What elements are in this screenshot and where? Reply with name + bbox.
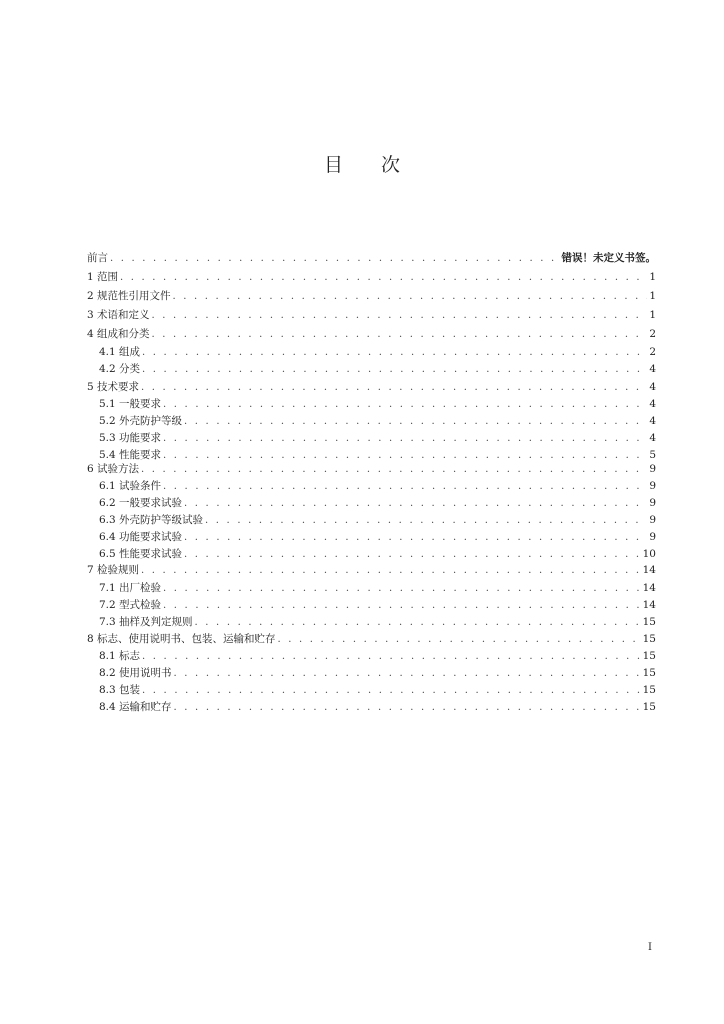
- toc-entry[interactable]: [87, 328, 656, 340]
- toc-entry-label: 2 规范性引用文件: [87, 290, 171, 302]
- toc-entry-label: 6.5 性能要求试验: [99, 548, 183, 560]
- toc-leader-dots: [173, 291, 648, 303]
- toc-leader-dots: [278, 634, 641, 646]
- toc-entry-label: 5.1 一般要求: [99, 398, 162, 410]
- toc-entry-page: 15: [642, 616, 656, 628]
- toc-entry-label: 6.3 外壳防护等级试验: [99, 514, 204, 526]
- toc-entry-page: 1: [649, 271, 656, 283]
- toc-entry-page: 2: [649, 328, 656, 340]
- toc-entry-page: 9: [649, 480, 656, 492]
- toc-leader-dots: [174, 668, 641, 680]
- toc-entry[interactable]: [87, 271, 656, 283]
- toc-leader-dots: [142, 685, 641, 697]
- toc-entry[interactable]: [87, 432, 656, 444]
- toc-entry-label: 5.4 性能要求: [99, 449, 162, 461]
- page-title-char-2: 次: [381, 154, 401, 176]
- toc-leader-dots: [163, 433, 647, 445]
- toc-entry[interactable]: [87, 480, 656, 492]
- page-title-char-1: 目: [323, 154, 343, 176]
- toc-entry[interactable]: [87, 381, 656, 393]
- toc-entry[interactable]: [87, 309, 656, 321]
- toc-entry-page: 4: [649, 381, 656, 393]
- toc-entry-label: 6 试验方法: [87, 463, 140, 475]
- toc-entry[interactable]: [87, 599, 656, 611]
- toc-entry-label: 7.3 抽样及判定规则: [99, 616, 193, 628]
- toc-entry-page: 9: [649, 497, 656, 509]
- toc-leader-dots: [184, 498, 647, 510]
- toc-entry-label: 8.3 包装: [99, 684, 141, 696]
- toc-leader-dots: [205, 515, 647, 527]
- toc-entry-page: 14: [642, 599, 656, 611]
- toc-entry-label: 前言: [87, 252, 108, 264]
- toc-entry[interactable]: [87, 497, 656, 509]
- toc-leader-dots: [184, 549, 641, 561]
- toc-leader-dots: [142, 651, 641, 663]
- toc-leader-dots: [120, 272, 647, 284]
- page-number: I: [648, 942, 652, 953]
- toc-entry[interactable]: [87, 548, 656, 560]
- toc-entry-page: 15: [642, 701, 656, 713]
- toc-leader-dots: [163, 583, 641, 595]
- toc-entry-page: 1: [649, 309, 656, 321]
- toc-entry[interactable]: [87, 650, 656, 662]
- toc-entry[interactable]: [87, 582, 656, 594]
- toc-entry-label: 5 技术要求: [87, 381, 140, 393]
- toc-entry-page: 9: [649, 514, 656, 526]
- toc-entry[interactable]: [87, 463, 656, 475]
- toc-entry-page: 4: [649, 432, 656, 444]
- toc-entry[interactable]: [87, 564, 656, 576]
- toc-entry-page: 错误！未定义书签。: [561, 252, 656, 264]
- toc-entry[interactable]: [87, 290, 656, 302]
- table-of-contents: [87, 252, 656, 713]
- toc-entry[interactable]: [87, 252, 656, 264]
- toc-entry-page: 10: [642, 548, 656, 560]
- toc-entry-label: 1 范围: [87, 271, 119, 283]
- toc-entry-label: 6.4 功能要求试验: [99, 531, 183, 543]
- toc-entry-label: 6.1 试验条件: [99, 480, 162, 492]
- toc-leader-dots: [184, 416, 647, 428]
- toc-entry-page: 5: [649, 449, 656, 461]
- toc-leader-dots: [142, 347, 647, 359]
- toc-entry[interactable]: [87, 398, 656, 410]
- toc-entry[interactable]: [87, 531, 656, 543]
- toc-entry[interactable]: [87, 415, 656, 427]
- toc-entry[interactable]: [87, 616, 656, 628]
- toc-leader-dots: [184, 532, 647, 544]
- toc-leader-dots: [163, 600, 641, 612]
- toc-entry[interactable]: [87, 514, 656, 526]
- toc-entry[interactable]: [87, 633, 656, 645]
- toc-entry-label: 3 术语和定义: [87, 309, 150, 321]
- toc-entry-label: 4 组成和分类: [87, 328, 150, 340]
- toc-entry-page: 14: [642, 582, 656, 594]
- toc-entry[interactable]: [87, 684, 656, 696]
- toc-entry-label: 5.2 外壳防护等级: [99, 415, 183, 427]
- toc-leader-dots: [141, 382, 647, 394]
- toc-entry[interactable]: [87, 667, 656, 679]
- toc-entry-page: 15: [642, 650, 656, 662]
- toc-entry-label: 6.2 一般要求试验: [99, 497, 183, 509]
- toc-leader-dots: [141, 464, 647, 476]
- toc-entry[interactable]: [87, 449, 656, 461]
- toc-entry[interactable]: [87, 701, 656, 713]
- toc-entry-label: 7 检验规则: [87, 564, 140, 576]
- toc-entry-label: 7.2 型式检验: [99, 599, 162, 611]
- toc-entry-page: 1: [649, 290, 656, 302]
- toc-leader-dots: [152, 310, 648, 322]
- toc-leader-dots: [163, 450, 647, 462]
- toc-entry-page: 15: [642, 633, 656, 645]
- toc-leader-dots: [174, 702, 641, 714]
- toc-leader-dots: [163, 399, 647, 411]
- toc-entry-label: 8 标志、使用说明书、包装、运输和贮存: [87, 633, 276, 645]
- toc-entry-page: 9: [649, 531, 656, 543]
- toc-leader-dots: [152, 329, 648, 341]
- toc-entry-label: 8.4 运输和贮存: [99, 701, 172, 713]
- toc-entry-page: 9: [649, 463, 656, 475]
- toc-leader-dots: [163, 481, 647, 493]
- toc-entry-page: 4: [649, 398, 656, 410]
- toc-entry[interactable]: [87, 346, 656, 358]
- toc-entry-page: 4: [649, 363, 656, 375]
- toc-leader-dots: [110, 253, 560, 265]
- toc-entry-page: 14: [642, 564, 656, 576]
- toc-entry-page: 2: [649, 346, 656, 358]
- toc-entry-page: 4: [649, 415, 656, 427]
- toc-leader-dots: [142, 364, 647, 376]
- toc-entry[interactable]: [87, 363, 656, 375]
- page-title: [0, 150, 724, 177]
- toc-entry-page: 15: [642, 684, 656, 696]
- toc-entry-label: 4.1 组成: [99, 346, 141, 358]
- toc-entry-label: 5.3 功能要求: [99, 432, 162, 444]
- toc-entry-page: 15: [642, 667, 656, 679]
- toc-entry-label: 8.1 标志: [99, 650, 141, 662]
- toc-entry-label: 7.1 出厂检验: [99, 582, 162, 594]
- toc-entry-label: 4.2 分类: [99, 363, 141, 375]
- toc-leader-dots: [141, 565, 641, 577]
- toc-entry-label: 8.2 使用说明书: [99, 667, 172, 679]
- toc-leader-dots: [195, 617, 641, 629]
